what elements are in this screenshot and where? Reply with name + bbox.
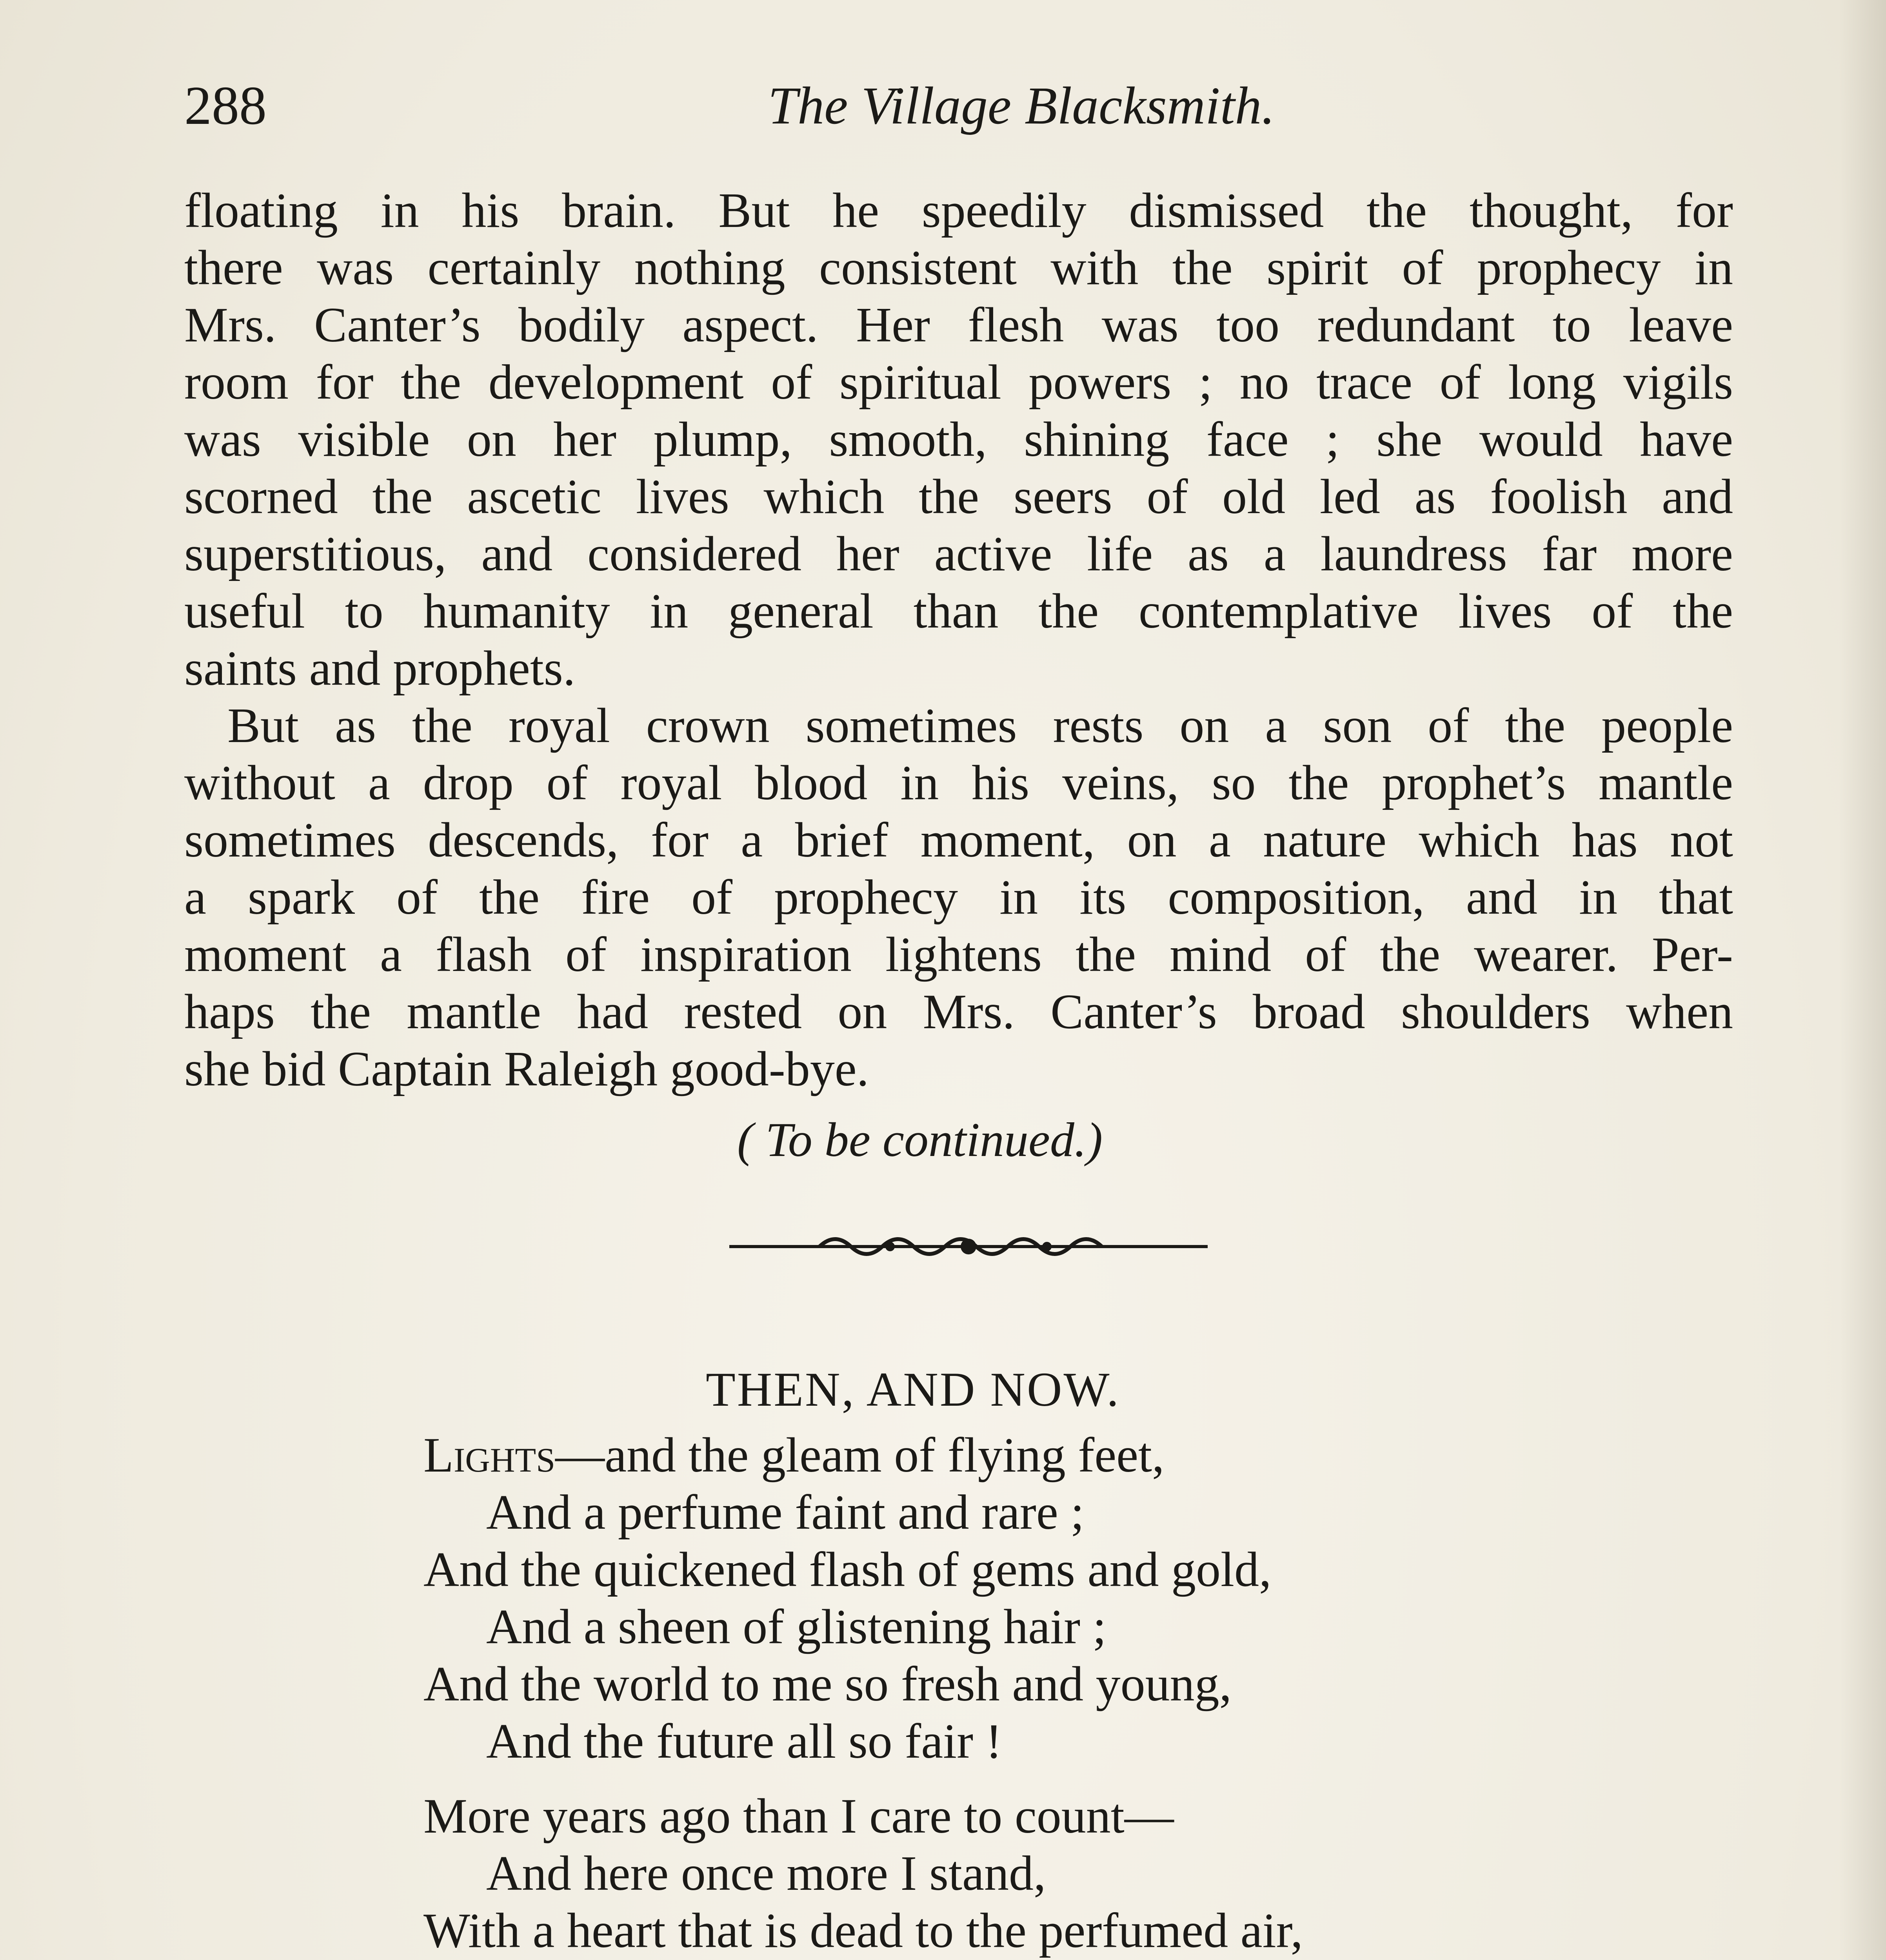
verse-text: —and the gleam of flying feet,: [555, 1428, 1165, 1483]
prose-line: without a drop of royal blood in his veins, so the prophet’s mantle: [184, 756, 1733, 810]
page-number: 288: [184, 75, 267, 136]
verse-line: More years ago than I care to count—: [423, 1789, 1174, 1844]
prose-line: superstitious, and considered her active life as a laundress far more: [184, 527, 1733, 581]
verse-line: And the quickened flash of gems and gold,: [423, 1543, 1272, 1597]
prose-line: floating in his brain. But he speedily dismissed the thought, for: [184, 183, 1733, 238]
verse-line: And a sheen of glistening hair ;: [486, 1600, 1107, 1654]
prose-line: sometimes descends, for a brief moment, on a nature which has not: [184, 813, 1733, 867]
prose-line: moment a flash of inspiration lightens the mind of the wearer. Per-: [184, 927, 1733, 982]
prose-line: room for the development of spiritual powers ; no trace of long vigils: [184, 355, 1733, 410]
verse-line: And the future all so fair !: [486, 1714, 1002, 1769]
prose-line: she bid Captain Raleigh good-bye.: [184, 1042, 869, 1096]
poem: [423, 1427, 1717, 1960]
drop-word: Lights: [423, 1428, 556, 1483]
verse-line: And a perfume faint and rare ;: [486, 1485, 1085, 1540]
running-title: The Village Blacksmith.: [768, 76, 1275, 135]
prose-line: saints and prophets.: [184, 641, 576, 696]
prose-line: scorned the ascetic lives which the seers of old led as foolish and: [184, 470, 1733, 524]
prose-line: a spark of the fire of prophecy in its composition, and in that: [184, 870, 1733, 925]
prose-line: But as the royal crown sometimes rests on a son of the people: [227, 699, 1733, 753]
stanza: [423, 1788, 1717, 1960]
prose-block: [184, 182, 1733, 1098]
verse-line: [423, 1427, 1717, 1484]
prose-line: useful to humanity in general than the contemplative lives of the: [184, 584, 1733, 639]
page-edge-shadow: [1839, 0, 1886, 1960]
prose-line: haps the mantle had rested on Mrs. Canter’s broad shoulders when: [184, 985, 1733, 1039]
verse-line: And here once more I stand,: [486, 1846, 1046, 1901]
poem-title: THEN, AND NOW.: [706, 1363, 1121, 1416]
prose-line: was visible on her plump, smooth, shining face ; she would have: [184, 412, 1733, 467]
page-header: [184, 71, 1733, 141]
prose-line: there was certainly nothing consistent with the spirit of prophecy in: [184, 241, 1733, 295]
verse-line: And the world to me so fresh and young,: [423, 1657, 1232, 1711]
ornament-divider: [729, 1229, 1208, 1264]
prose-line: Mrs. Canter’s bodily aspect. Her flesh was too redundant to leave: [184, 298, 1733, 352]
stanza: [423, 1427, 1717, 1770]
to-be-continued-note: ( To be continued.): [737, 1113, 1103, 1167]
verse-line: With a heart that is dead to the perfumed air,: [423, 1904, 1303, 1958]
